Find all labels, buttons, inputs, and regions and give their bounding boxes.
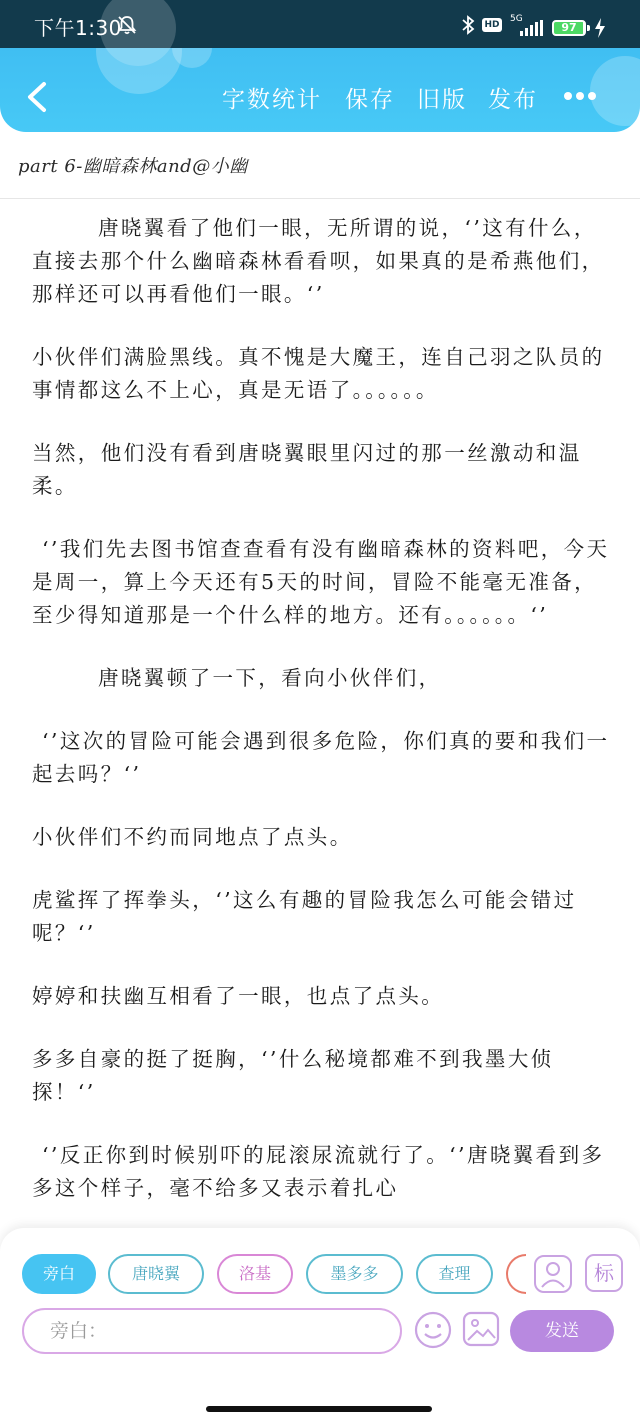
status-time: 下午1:30 bbox=[34, 16, 122, 40]
tag-button[interactable]: 标 bbox=[585, 1254, 623, 1292]
old-version-button[interactable]: 旧版 bbox=[417, 87, 467, 113]
role-chip-narration[interactable]: 旁白 bbox=[22, 1254, 96, 1294]
story-paragraph: 小伙伴们不约而同地点了点头。 bbox=[32, 825, 353, 849]
story-paragraph: 婷婷和扶幽互相看了一眼，也点了点头。 bbox=[32, 984, 445, 1008]
role-chip-tangxiaoyi[interactable]: 唐晓翼 bbox=[108, 1254, 204, 1294]
decorative-bubble bbox=[590, 56, 640, 126]
more-dots-icon bbox=[576, 92, 584, 100]
role-chip-moduoduo[interactable]: 墨多多 bbox=[306, 1254, 403, 1294]
status-bar bbox=[0, 0, 640, 48]
story-paragraph: ‘’这次的冒险可能会遇到很多危险，你们真的要和我们一起去吗？‘’ bbox=[32, 729, 610, 786]
role-chip-chali[interactable]: 查理 bbox=[416, 1254, 493, 1294]
image-icon[interactable] bbox=[462, 1310, 500, 1348]
story-paragraph: 当然，他们没有看到唐晓翼眼里闪过的那一丝激动和温柔。 bbox=[32, 441, 582, 498]
more-options-button[interactable] bbox=[560, 92, 600, 104]
more-dots-icon bbox=[564, 92, 572, 100]
charging-icon bbox=[594, 18, 606, 38]
battery-tip bbox=[587, 25, 590, 31]
silent-bell-icon bbox=[116, 14, 138, 36]
role-chip-partial[interactable] bbox=[506, 1254, 526, 1294]
hd-badge: HD bbox=[482, 18, 502, 32]
story-paragraph: 唐晓翼顿了一下，看向小伙伴们， bbox=[98, 666, 442, 690]
message-input[interactable]: 旁白： bbox=[22, 1308, 402, 1354]
home-indicator[interactable] bbox=[206, 1406, 432, 1412]
more-dots-icon bbox=[588, 92, 596, 100]
story-paragraph: 多多自豪的挺了挺胸，‘’什么秘境都难不到我墨大侦探！‘’ bbox=[32, 1047, 554, 1104]
publish-button[interactable]: 发布 bbox=[488, 87, 538, 113]
save-button[interactable]: 保存 bbox=[345, 87, 395, 113]
add-role-icon[interactable] bbox=[533, 1254, 573, 1294]
bluetooth-icon bbox=[460, 14, 476, 36]
network-type: 5G bbox=[510, 14, 523, 24]
system-nav-bar bbox=[0, 1358, 640, 1422]
signal-icon bbox=[512, 20, 544, 36]
chevron-left-icon bbox=[30, 84, 44, 110]
role-chip-luoqi[interactable]: 洛基 bbox=[217, 1254, 293, 1294]
app-header bbox=[0, 0, 640, 132]
back-button[interactable] bbox=[22, 80, 52, 114]
word-count-button[interactable]: 字数统计 bbox=[222, 87, 322, 113]
battery-icon bbox=[552, 20, 586, 36]
battery-level: 97 bbox=[561, 21, 577, 34]
story-editor[interactable] bbox=[32, 212, 610, 1228]
story-paragraph: 唐晓翼看了他们一眼，无所谓的说，‘’这有什么，直接去那个什么幽暗森林看看呗，如果真的是希燕他们，那样还可以再看他们一眼。‘’ bbox=[32, 216, 605, 306]
chapter-title[interactable]: part 6-幽暗森林and@小幽 bbox=[18, 156, 248, 177]
emoji-icon[interactable] bbox=[413, 1310, 453, 1350]
story-paragraph: 虎鲨挥了挥拳头，‘’这么有趣的冒险我怎么可能会错过呢？‘’ bbox=[32, 888, 577, 945]
divider bbox=[0, 198, 640, 199]
send-button[interactable]: 发送 bbox=[510, 1310, 614, 1352]
story-paragraph: ‘’我们先去图书馆查查看有没有幽暗森林的资料吧，今天是周一，算上今天还有5天的时间，冒险不能毫无准备，至少得知道那是一个什么样的地方。还有。。。。。。‘’ bbox=[32, 537, 610, 627]
story-paragraph: 小伙伴们满脸黑线。真不愧是大魔王，连自己羽之队员的事情都这么不上心，真是无语了。。。。。。 bbox=[32, 345, 605, 402]
composer-panel bbox=[0, 1228, 640, 1358]
story-paragraph: ‘’反正你到时候别吓的屁滚尿流就行了。‘’唐晓翼看到多多这个样子，毫不给多又表示着扎心 bbox=[32, 1143, 605, 1200]
